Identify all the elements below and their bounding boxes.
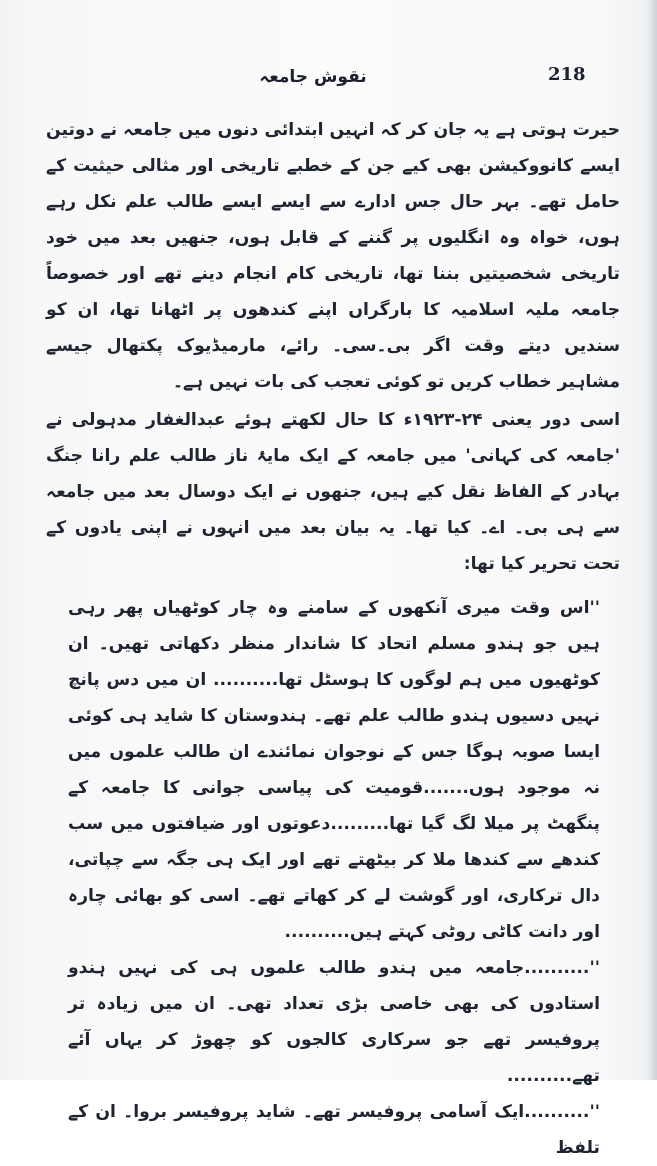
page-header — [40, 60, 617, 100]
page-number: 218 — [548, 64, 586, 85]
page-edge-shadow — [647, 0, 657, 1080]
body-paragraph: اسی دور یعنی ۲۴-۱۹۲۳ء کا حال لکھتے ہوئے عبدالغفار مدہولی نے 'جامعہ کی کہانی' میں جامعہ کے ایک مایۂ ناز طالب علم رانا جنگ بہادر کے الفاظ نقل کیے ہیں، جنھوں نے ایک دوسال بعد میں جامعہ سے ہی بی۔ اے۔ کیا تھا۔ یہ بیان بعد میں انہوں نے اپنی یادوں کے تحت تحریر کیا تھا: — [46, 410, 620, 574]
body-paragraph: حیرت ہوتی ہے یہ جان کر کہ انہیں ابتدائی دنوں میں جامعہ نے دوتین ایسے کانووکیشن بھی کیے جن کے خطبے تاریخی اور مثالی حیثیت کے حامل تھے۔ بہر حال جس ادارے سے ایسے ایسے طالب علم نکل رہے ہوں، خواہ وہ انگلیوں پر گننے کے قابل ہوں، جنھیں بعد میں خود تاریخی شخصیتیں بننا تھا، تاریخی کام انجام دینے تھے اور خصوصاً جامعہ ملیہ اسلامیہ کا بارگراں اپنے کندھوں پر اٹھانا تھا، ان کو سندیں دیتے وقت اگر بی۔سی۔ رائے، مارمیڈیوک پکتھال جیسے مشاہیر خطاب کریں تو کوئی تعجب کی بات نہیں ہے۔ — [46, 120, 620, 392]
running-title: نقوش جامعہ — [259, 67, 367, 87]
page-body — [46, 112, 620, 1166]
block-quote: ''..........جامعہ میں ہندو طالب علموں ہی کی نہیں ہندو استادوں کی بھی خاصی بڑی تعداد تھی۔ ان میں زیادہ تر پروفیسر تھے جو سرکاری کالجوں کو چھوڑ کر یہاں آئے تھے.......... — [68, 958, 600, 1086]
block-quote: ''..........ایک آسامی پروفیسر تھے۔ شاید پروفیسر بروا۔ ان کے تلفظ — [68, 1102, 600, 1158]
block-quote: ''اس وقت میری آنکھوں کے سامنے وہ چار کوٹھیاں پھر رہی ہیں جو ہندو مسلم اتحاد کا شاندار منظر دکھاتی تھیں۔ ان کوٹھیوں میں ہم لوگوں کا ہوسٹل تھا.......... ان میں دس پانچ نہیں دسیوں ہندو طالب علم تھے۔ ہندوستان کا شاید ہی کوئی ایسا صوبہ ہوگا جس کے نوجوان نمائندے ان طالب علموں میں نہ موجود ہوں.......قومیت کی پیاسی جوانی کا جامعہ کے پنگھٹ پر میلا لگ گیا تھا.........دعوتوں اور ضیافتوں میں سب کندھے سے کندھا ملا کر بیٹھتے تھے اور ایک ہی جگہ سے چپاتی، دال ترکاری، اور گوشت لے کر کھاتے تھے۔ اسی کو بھائی چارہ اور دانت کاٹی روٹی کہتے ہیں.......... — [68, 598, 600, 942]
